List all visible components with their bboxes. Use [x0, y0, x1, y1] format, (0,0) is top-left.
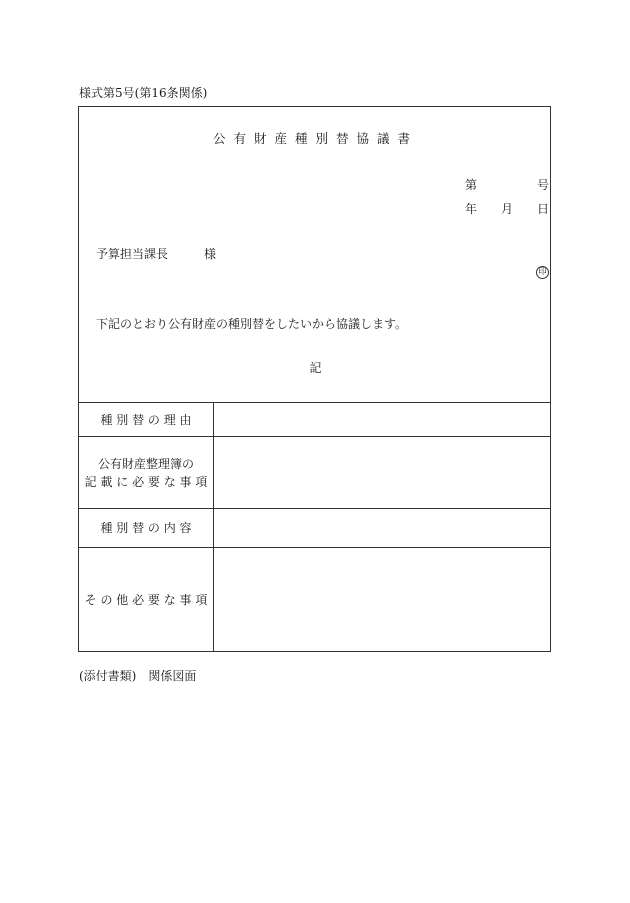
row-value-field[interactable]: [214, 548, 550, 651]
table-row: [79, 436, 550, 508]
attachments: (添付書類) 関係図面: [79, 669, 197, 683]
row-value-field[interactable]: [214, 509, 550, 547]
row-value-field[interactable]: [214, 403, 550, 436]
row-label-line: 種 別 替 の 内 容: [100, 521, 192, 535]
table-row: [79, 547, 550, 651]
row-label: [79, 437, 214, 508]
row-label-line: 公有財産整理簿の: [97, 456, 194, 471]
recipient: 予算担当課長 様: [96, 247, 217, 261]
form-id: 様式第5号(第16条関係): [79, 86, 208, 100]
ki-heading: 記: [309, 361, 322, 375]
row-label: [79, 403, 214, 436]
row-label-line: そ の 他 必 要 な 事 項: [84, 592, 208, 607]
row-label-line: 記 載 に 必 要 な 事 項: [84, 474, 208, 489]
date-day: 日: [537, 202, 550, 216]
form-title: 公有財産種別替協議書: [212, 131, 418, 146]
form-frame: [78, 106, 551, 652]
row-label-line: 種 別 替 の 理 由: [100, 412, 192, 427]
row-value-field[interactable]: [214, 437, 550, 508]
seal-mark: 印: [536, 266, 549, 279]
number-suffix: 号: [537, 178, 550, 192]
date-month: 月: [501, 202, 514, 216]
row-label: [79, 548, 214, 651]
table-row: [79, 508, 550, 547]
table-row: [79, 402, 550, 436]
date-year: 年: [465, 202, 478, 216]
body-text: 下記のとおり公有財産の種別替をしたいから協議します。: [96, 317, 408, 331]
number-prefix: 第: [465, 178, 478, 192]
row-label: [79, 509, 214, 547]
